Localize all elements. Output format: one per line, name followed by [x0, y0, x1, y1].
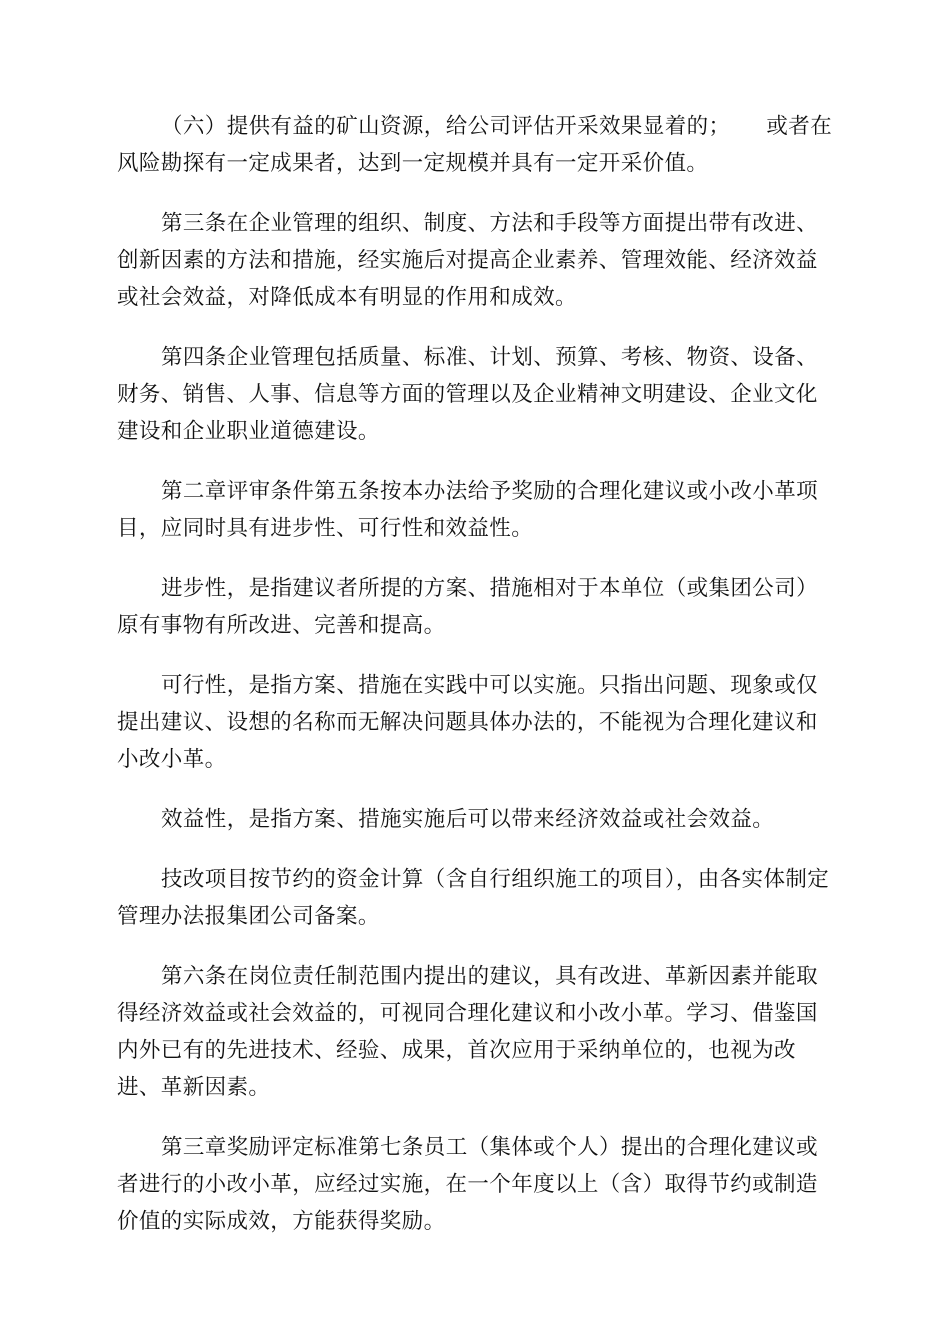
paragraph-chapter-3-article-7: 第三章奖励评定标准第七条员工（集体或个人）提出的合理化建议或者进行的小改小革，应经过实施，在一个年度以上（含）取得节约或制造价值的实际成效，方能获得奖励。: [117, 1135, 819, 1234]
paragraph-article-4: 第四条企业管理包括质量、标准、计划、预算、考核、物资、设备、财务、销售、人事、信息等方面的管理以及企业精神文明建设、企业文化建设和企业职业道德建设。: [117, 345, 819, 444]
paragraph-feasibility: 可行性，是指方案、措施在实践中可以实施。只指出问题、现象或仅提出建议、设想的名称而无解决问题具体办法的，不能视为合理化建议和小改小革。: [117, 673, 819, 772]
paragraph-progressiveness: 进步性，是指建议者所提的方案、措施相对于本单位（或集团公司）原有事物有所改进、完善和提高。: [117, 576, 819, 638]
paragraph-mining-resources: [117, 108, 833, 182]
paragraph-mining-resources-part-b: 或者在风险勘探有一定成果者，达到一定规模并具有一定开采价值。: [117, 114, 833, 176]
paragraph-effectiveness: 效益性，是指方案、措施实施后可以带来经济效益或社会效益。: [161, 807, 775, 832]
paragraph-mining-resources-part-a: （六）提供有益的矿山资源，给公司评估开采效果显着的；: [161, 114, 731, 139]
paragraph-chapter-2-article-5: 第二章评审条件第五条按本办法给予奖励的合理化建议或小改小革项目，应同时具有进步性、可行性和效益性。: [117, 479, 819, 541]
paragraph-article-3: 第三条在企业管理的组织、制度、方法和手段等方面提出带有改进、创新因素的方法和措施，经实施后对提高企业素养、管理效能、经济效益或社会效益，对降低成本有明显的作用和成效。: [117, 211, 819, 310]
paragraph-tech-project: 技改项目按节约的资金计算（含自行组织施工的项目），由各实体制定管理办法报集团公司备案。: [117, 867, 830, 929]
document-page: [117, 108, 833, 1263]
paragraph-article-6: 第六条在岗位责任制范围内提出的建议，具有改进、革新因素并能取得经济效益或社会效益的，可视同合理化建议和小改小革。学习、借鉴国内外已有的先进技术、经验、成果，首次应用于采纳单位的，也视为改进、革新因素。: [117, 964, 819, 1100]
